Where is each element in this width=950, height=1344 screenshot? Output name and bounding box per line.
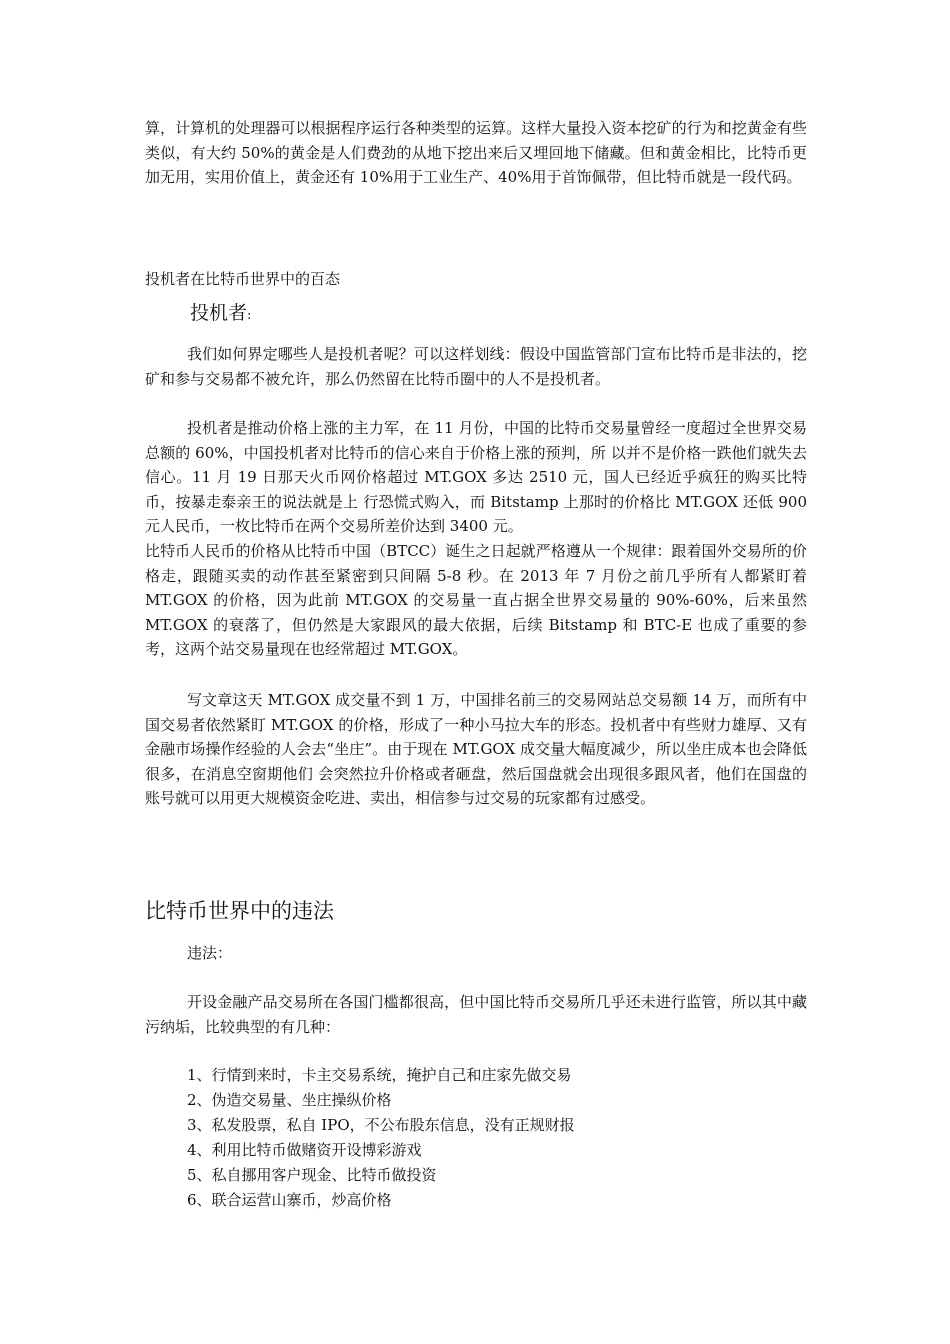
section-heading-illegal: 比特币世界中的违法	[145, 899, 334, 923]
subheading-speculators-colon: :	[247, 308, 252, 323]
list-item: 4、利用比特币做赌资开设博彩游戏	[187, 1141, 422, 1159]
paragraph-define: 我们如何界定哪些人是投机者呢？可以这样划线：假设中国监管部门宣布比特币是非法的，挖矿和参与交易都不被允许，那么仍然留在比特币圈中的人不是投机者。	[145, 345, 807, 388]
subheading-speculators	[190, 298, 251, 325]
violations-list	[187, 1063, 575, 1213]
paragraph-main-force: 投机者是推动价格上涨的主力军，在 11 月份，中国的比特币交易量曾经一度超过全世界交易总额的 60%，中国投机者对比特币的信心来自于价格上涨的预判，所 以并不是价格一跌他们就失去信心。11 月 19 日那天火币网价格超过 MT.GOX 多达 2510 元，国人已经近乎疯狂的购买比特币，按暴走泰亲王的说法就是上 行恐慌式购入，而 Bitstamp 上那时的价格比 MT.GOX 还低 900 元人民币，一枚比特币在两个交易所差价达到 3400 元。	[145, 419, 807, 535]
list-item: 1、行情到来时，卡主交易系统，掩护自己和庄家先做交易	[187, 1066, 572, 1084]
list-item: 3、私发股票，私自 IPO，不公布股东信息，没有正规财报	[187, 1116, 575, 1134]
list-item: 6、联合运营山寨币，炒高价格	[187, 1191, 392, 1209]
paragraph-btcc: 比特币人民币的价格从比特币中国（BTCC）诞生之日起就严格遵从一个规律：跟着国外交易所的价格走，跟随买卖的动作甚至紧密到只间隔 5-8 秒。在 2013 年 7 月份之前几乎所有人都紧盯着 MT.GOX 的价格，因为此前 MT.GOX 的交易量一直占据全世界交易量的 90%-60%，后来虽然 MT.GOX 的衰落了，但仍然是大家跟风的最大依据，后续 Bitstamp 和 BTC-E 也成了重要的参考，这两个站交易量现在也经常超过 MT.GOX。	[145, 542, 807, 658]
subheading-illegal: 违法：	[187, 944, 233, 962]
paragraph-intro: 算，计算机的处理器可以根据程序运行各种类型的运算。这样大量投入资本挖矿的行为和挖黄金有些类似，有大约 50%的黄金是人们费劲的从地下挖出来后又埋回地下储藏。但和黄金相比，比特币更加无用，实用价值上，黄金还有 10%用于工业生产、40%用于首饰佩带，但比特币就是一段代码。	[145, 119, 807, 186]
subheading-speculators-text: 投机者	[190, 302, 248, 324]
section-heading-speculators: 投机者在比特币世界中的百态	[145, 270, 341, 288]
list-item: 5、私自挪用客户现金、比特币做投资	[187, 1166, 437, 1184]
paragraph-exchanges: 开设金融产品交易所在各国门槛都很高，但中国比特币交易所几乎还未进行监管，所以其中藏污纳垢，比较典型的有几种：	[145, 993, 807, 1036]
list-item: 2、伪造交易量、坐庄操纵价格	[187, 1091, 392, 1109]
paragraph-writing-day: 写文章这天 MT.GOX 成交量不到 1 万，中国排名前三的交易网站总交易额 14 万，而所有中国交易者依然紧盯 MT.GOX 的价格，形成了一种小马拉大车的形态。投机者中有些财力雄厚、又有金融市场操作经验的人会去“坐庄”。由于现在 MT.GOX 成交量大幅度减少，所以坐庄成本也会降低很多，在消息空窗期他们 会突然拉升价格或者砸盘，然后国盘就会出现很多跟风者，他们在国盘的账号就可以用更大规模资金吃进、卖出，相信参与过交易的玩家都有过感受。	[145, 691, 807, 807]
